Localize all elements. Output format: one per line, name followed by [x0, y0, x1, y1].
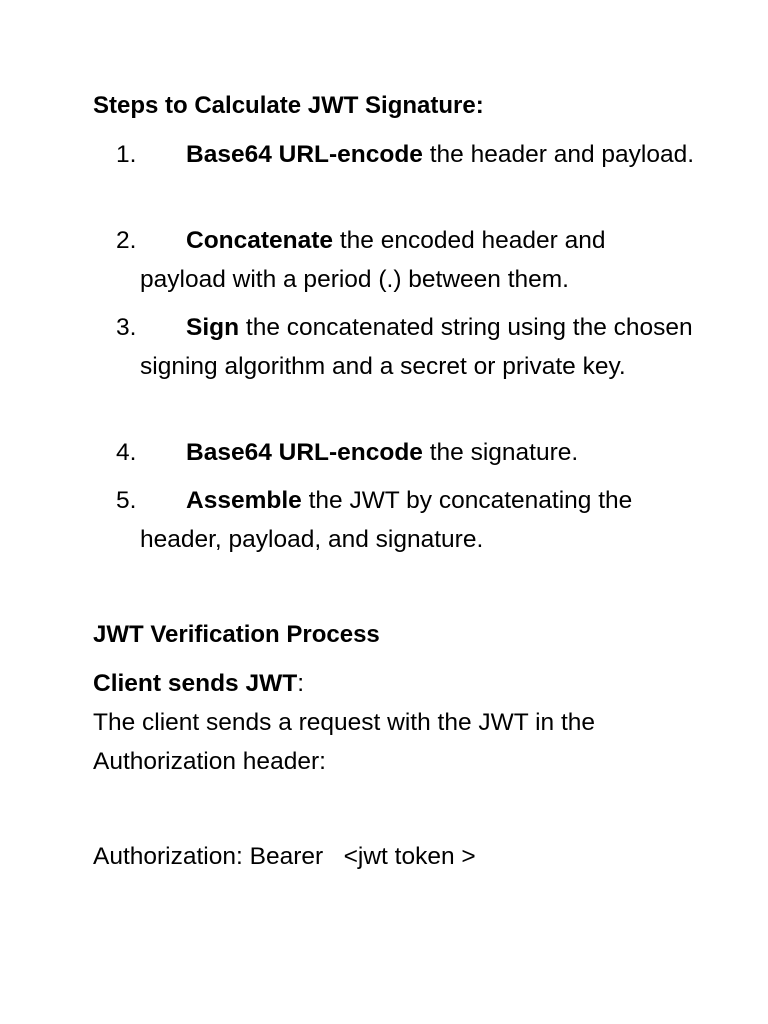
authorization-header-example: Authorization: Bearer <jwt token > — [93, 843, 476, 870]
step-text — [140, 308, 696, 386]
step-description: the header and payload. — [422, 141, 695, 168]
step-text — [140, 433, 696, 472]
step-item — [116, 135, 696, 174]
step-keyword: Concatenate — [186, 227, 334, 254]
step-item — [116, 433, 696, 472]
step-number: 2. — [116, 227, 137, 254]
client-sends-colon: : — [297, 670, 305, 697]
step-keyword: Sign — [186, 314, 240, 341]
step-description: the JWT by concatenating the header, payload, and signature. — [140, 487, 633, 553]
steps-heading: Steps to Calculate JWT Signature: — [93, 92, 484, 119]
step-keyword: Base64 URL-encode — [186, 141, 423, 168]
step-number: 4. — [116, 439, 137, 466]
step-number: 3. — [116, 314, 137, 341]
step-keyword: Base64 URL-encode — [186, 439, 423, 466]
step-description: the concatenated string using the chosen signing algorithm and a secret or private key. — [140, 314, 693, 380]
step-description: the signature. — [422, 439, 579, 466]
step-text — [140, 221, 696, 299]
step-text — [140, 481, 696, 559]
step-description: the encoded header and payload with a period (.) between them. — [140, 227, 606, 293]
client-sends-label: Client sends JWT — [93, 670, 298, 697]
step-text — [140, 135, 696, 174]
verification-heading: JWT Verification Process — [93, 621, 380, 648]
step-number: 5. — [116, 487, 137, 514]
step-item — [116, 221, 696, 299]
step-keyword: Assemble — [186, 487, 302, 514]
step-number: 1. — [116, 141, 137, 168]
client-sends-paragraph — [93, 664, 713, 781]
step-item — [116, 481, 696, 559]
client-sends-text: The client sends a request with the JWT in the Authorization header: — [93, 709, 596, 775]
step-item — [116, 308, 696, 386]
